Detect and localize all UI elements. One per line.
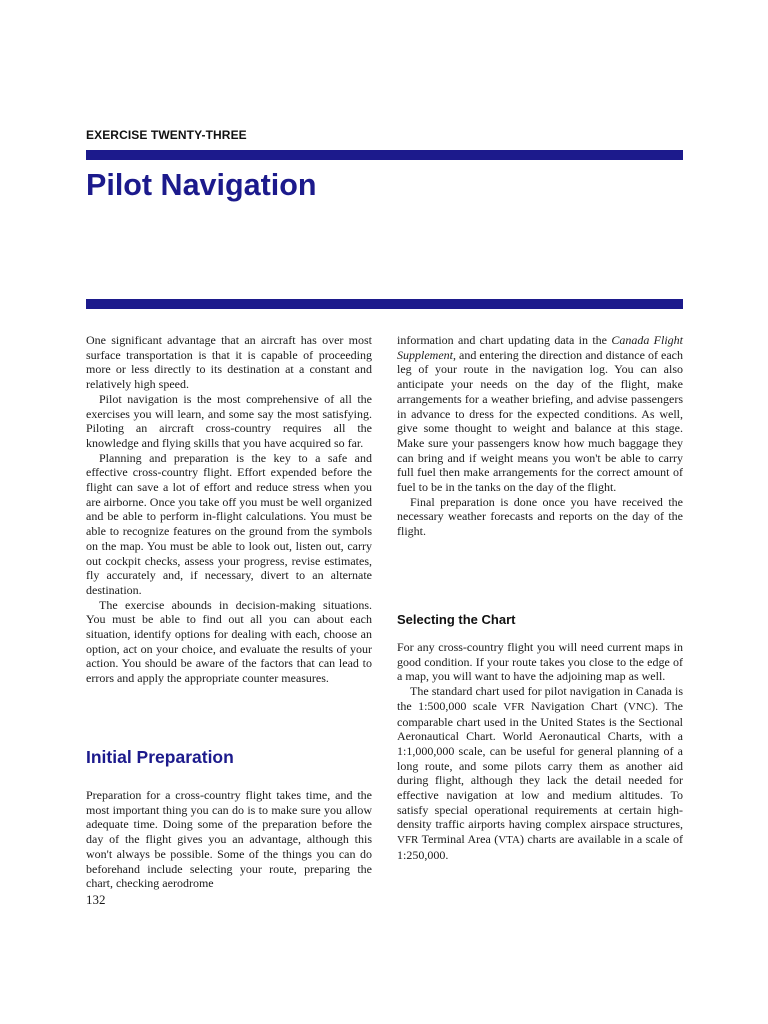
paragraph xyxy=(397,684,683,862)
text-span: The standard chart used for pilot navigation in Canada is the 1:500,000 scale xyxy=(397,684,683,713)
section-body xyxy=(86,788,372,891)
text-span: information and chart updating data in the xyxy=(397,333,612,347)
left-column xyxy=(86,333,372,686)
paragraph: Preparation for a cross-country flight takes time, and the most important thing you can do is to make sure you allow adequate time. Doing some of the preparation before the day of the flight gives you an advantage, although this won't always be possible. Some of the things you can do beforehand include selecting your route, preparing the chart, checking aerodrome xyxy=(86,788,372,891)
text-span: ). The comparable chart used in the United States is the Sectional Aeronautical Chart. World Aeronautical Charts, with a 1:1,000,000 scale, can be useful for general planning of a long route, and some pilots carry them as another aid during flight, although they lack the detail needed for effective navigation at low and medium altitudes. To satisfy special operational requirements at certain high-density traffic airports having complex airspace structures, xyxy=(397,698,683,832)
text-span: ) charts are available in a scale of 1:250,000. xyxy=(397,832,684,862)
text-span: , and entering the direction and distance of each leg of your route in the navigation log. You can also anticipate your needs on the day of the flight, make arrangements for a weather briefing, and advise passengers in advance to dress for the expected conditions. As well, give some thought to weight and balance at this stage. Make sure your passengers know how much baggage they can bring and if weight means you won't be able to carry full fuel then make arrangements for the correct amount of fuel to be in the tanks on the day of the flight. xyxy=(397,347,683,495)
exercise-label: EXERCISE TWENTY-THREE xyxy=(86,128,247,142)
abbreviation: VNC xyxy=(627,700,652,713)
paragraph: Final preparation is done once you have received the necessary weather forecasts and reports on the day of the flight. xyxy=(397,494,683,539)
page-title: Pilot Navigation xyxy=(86,168,317,202)
paragraph: Planning and preparation is the key to a safe and effective cross-country flight. Effort expended before the flight can save a lot of effort and reduce stress when you are airborne. Once you take off you must be well organized and be able to perform in-flight calculations. You must be able to recognize features on the ground from the symbols on the map. You must be able to look out, listen out, carry out cockpit checks, assess your progress, revise estimates, fly accurately and, if necessary, divert to an alternate destination. xyxy=(86,450,372,597)
publication-title: Canada Flight Supplement xyxy=(397,333,684,362)
bottom-rule xyxy=(86,299,683,309)
top-rule xyxy=(86,150,683,160)
paragraph: The exercise abounds in decision-making situations. You must be able to find out all you can about each situation, identify options for dealing with each, choose an option, act on your choice, and evaluate the results of your action. You should be aware of the factors that can lead to errors and apply the appropriate counter measures. xyxy=(86,597,372,686)
paragraph: One significant advantage that an aircraft has over most surface transportation is that it is capable of proceeding more or less directly to its destination at a constant and relatively high speed. xyxy=(86,333,372,392)
right-column xyxy=(397,333,683,539)
text-span: Terminal Area ( xyxy=(418,832,499,847)
abbreviation: VFR xyxy=(397,834,419,847)
paragraph: For any cross-country flight you will need current maps in good condition. If your route takes you close to the edge of a map, you will want to have the adjoining map as well. xyxy=(397,640,683,684)
abbreviation: VFR xyxy=(503,700,525,713)
section-heading: Initial Preparation xyxy=(86,747,234,767)
chart-section-body xyxy=(397,640,683,863)
abbreviation: VTA xyxy=(498,834,520,847)
text-span: Navigation Chart ( xyxy=(524,698,628,713)
paragraph: Pilot navigation is the most comprehensive of all the exercises you will learn, and some say the most satisfying. Piloting an aircraft cross-country requires all the knowledge and flying skills that you have acquired so far. xyxy=(86,391,372,450)
sub-heading: Selecting the Chart xyxy=(397,612,516,627)
page-number: 132 xyxy=(86,892,106,907)
paragraph xyxy=(397,333,683,495)
